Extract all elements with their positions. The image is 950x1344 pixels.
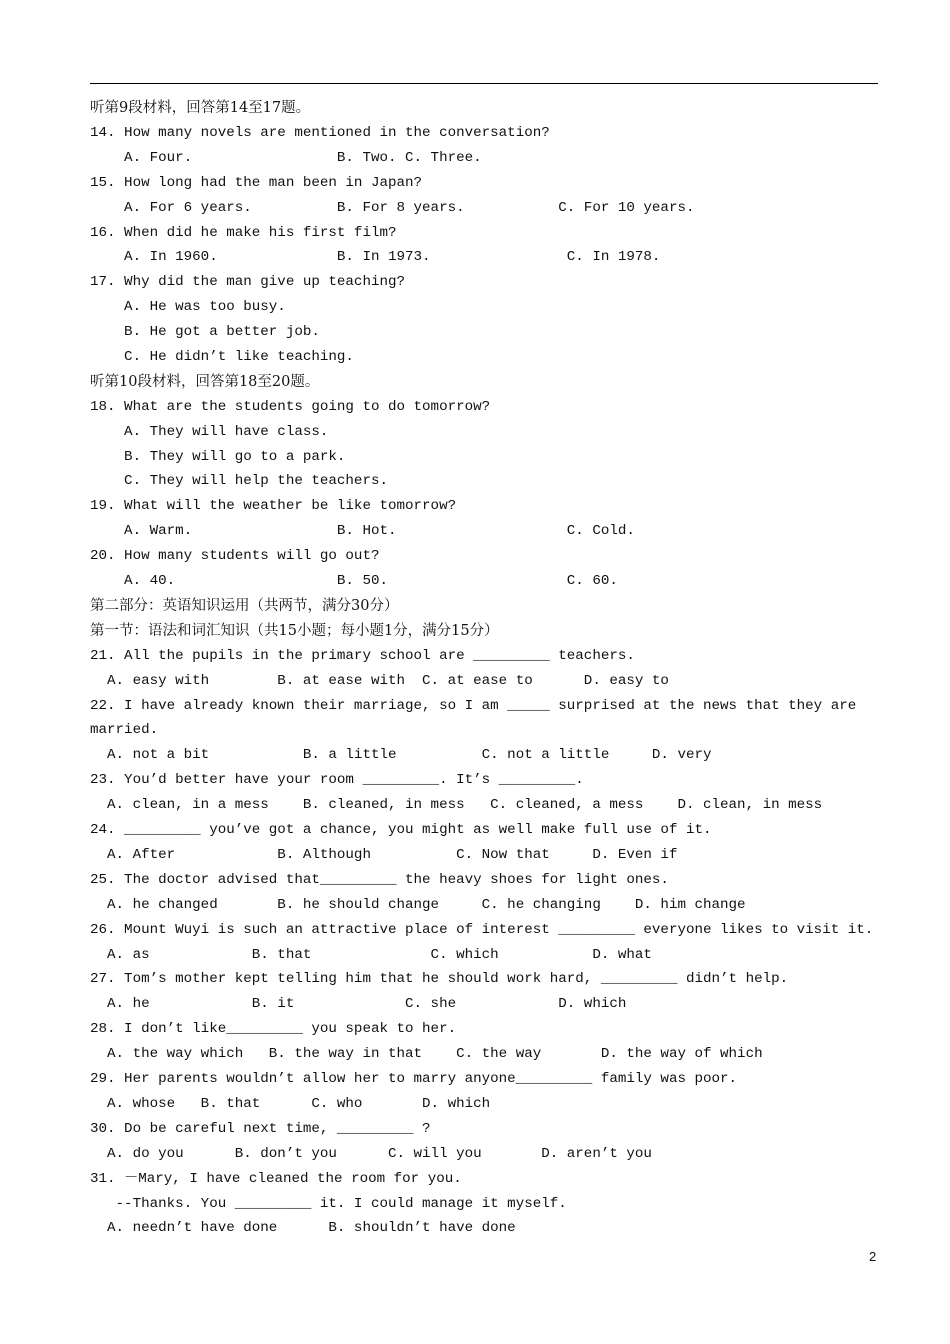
option-18c: C. They will help the teachers. bbox=[90, 473, 388, 489]
options-21: A. easy with B. at ease with C. at ease to D. easy to bbox=[90, 673, 669, 689]
question-24: 24. _________ you’ve got a chance, you might as well make full use of it. bbox=[90, 822, 712, 838]
question-14: 14. How many novels are mentioned in the conversation? bbox=[90, 125, 550, 141]
question-19: 19. What will the weather be like tomorrow? bbox=[90, 498, 457, 514]
options-28: A. the way which B. the way in that C. the way D. the way of which bbox=[90, 1046, 763, 1062]
options-16: A. In 1960. B. In 1973. C. In 1978. bbox=[90, 249, 661, 265]
section-heading: 听第10段材料，回答第18至20题。 bbox=[90, 374, 320, 390]
question-15: 15. How long had the man been in Japan? bbox=[90, 175, 423, 191]
options-29: A. whose B. that C. who D. which bbox=[90, 1096, 491, 1112]
question-31-reply: --Thanks. You _________ it. I could manage it myself. bbox=[90, 1196, 567, 1212]
question-20: 20. How many students will go out? bbox=[90, 548, 380, 564]
options-24: A. After B. Although C. Now that D. Even if bbox=[90, 847, 678, 863]
option-17a: A. He was too busy. bbox=[90, 299, 286, 315]
question-28: 28. I don’t like_________ you speak to her. bbox=[90, 1021, 457, 1037]
options-22: A. not a bit B. a little C. not a little D. very bbox=[90, 747, 712, 763]
options-27: A. he B. it C. she D. which bbox=[90, 996, 627, 1012]
question-26: 26. Mount Wuyi is such an attractive place of interest _________ everyone likes to visit it. bbox=[90, 922, 874, 938]
question-16: 16. When did he make his first film? bbox=[90, 225, 397, 241]
option-18b: B. They will go to a park. bbox=[90, 449, 346, 465]
question-22-cont: married. bbox=[90, 722, 159, 738]
question-27: 27. Tom’s mother kept telling him that he should work hard, _________ didn’t help. bbox=[90, 971, 789, 987]
section-heading: 第一节：语法和词汇知识（共15小题；每小题1分，满分15分） bbox=[90, 623, 499, 639]
page-number: 2 bbox=[869, 1249, 877, 1264]
question-31: 31. －Mary, I have cleaned the room for you. bbox=[90, 1171, 462, 1187]
question-29: 29. Her parents wouldn’t allow her to marry anyone_________ family was poor. bbox=[90, 1071, 738, 1087]
question-21: 21. All the pupils in the primary school are _________ teachers. bbox=[90, 648, 635, 664]
options-20: A. 40. B. 50. C. 60. bbox=[90, 573, 618, 589]
option-18a: A. They will have class. bbox=[90, 424, 329, 440]
options-15: A. For 6 years. B. For 8 years. C. For 10 years. bbox=[90, 200, 695, 216]
options-25: A. he changed B. he should change C. he changing D. him change bbox=[90, 897, 746, 913]
section-heading: 听第9段材料，回答第14至17题。 bbox=[90, 100, 311, 116]
options-19: A. Warm. B. Hot. C. Cold. bbox=[90, 523, 635, 539]
question-25: 25. The doctor advised that_________ the heavy shoes for light ones. bbox=[90, 872, 669, 888]
options-14: A. Four. B. Two. C. Three. bbox=[90, 150, 482, 166]
option-17b: B. He got a better job. bbox=[90, 324, 320, 340]
options-31: A. needn’t have done B. shouldn’t have done bbox=[90, 1220, 516, 1236]
question-17: 17. Why did the man give up teaching? bbox=[90, 274, 406, 290]
option-17c: C. He didn’t like teaching. bbox=[90, 349, 354, 365]
options-30: A. do you B. don’t you C. will you D. aren’t you bbox=[90, 1146, 652, 1162]
options-26: A. as B. that C. which D. what bbox=[90, 947, 652, 963]
question-30: 30. Do be careful next time, _________ ? bbox=[90, 1121, 431, 1137]
question-23: 23. You’d better have your room _________. It’s _________. bbox=[90, 772, 584, 788]
question-22: 22. I have already known their marriage, so I am _____ surprised at the news that they are bbox=[90, 698, 857, 714]
question-18: 18. What are the students going to do tomorrow? bbox=[90, 399, 491, 415]
part-heading: 第二部分：英语知识运用（共两节，满分30分） bbox=[90, 598, 399, 614]
options-23: A. clean, in a mess B. cleaned, in mess C. cleaned, a mess D. clean, in mess bbox=[90, 797, 823, 813]
header-rule bbox=[90, 83, 878, 84]
